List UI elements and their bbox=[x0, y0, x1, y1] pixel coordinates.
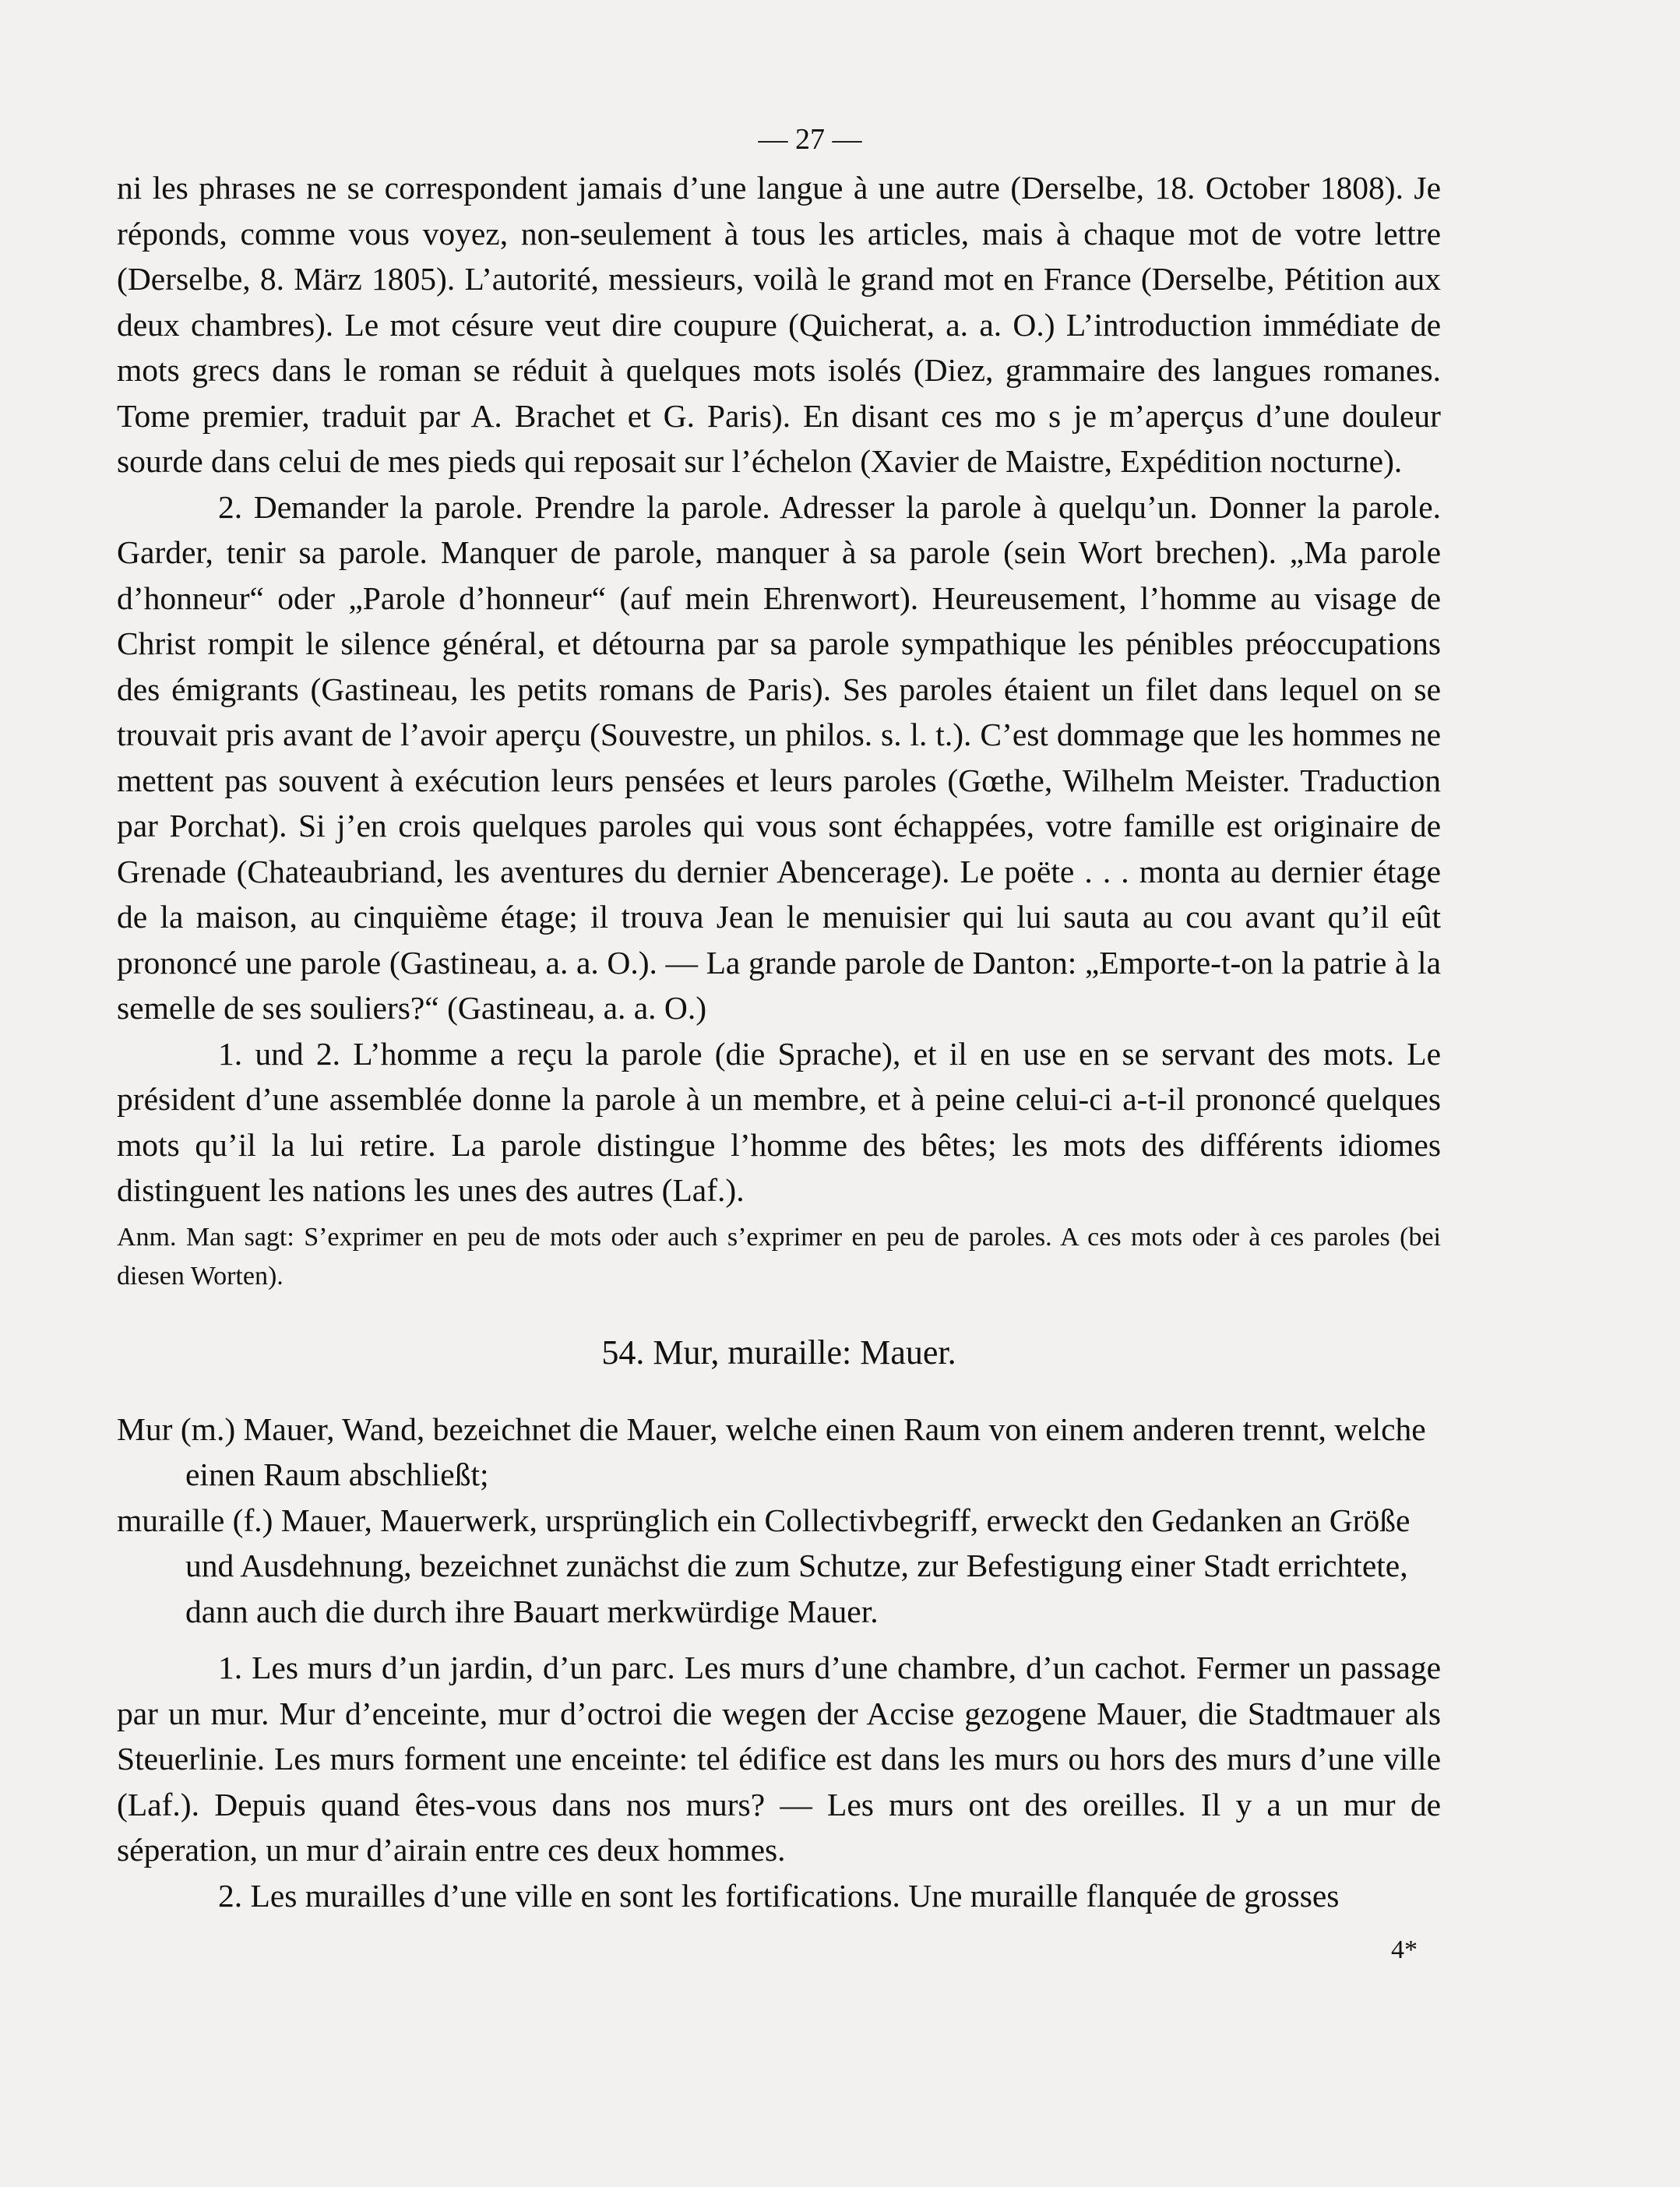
signature-mark: 4* bbox=[1391, 1935, 1418, 1964]
paragraph-parole-examples: 2. Demander la parole. Prendre la parole. Adresser la parole à quelqu’un. Donner la parole. Garder, tenir sa parole. Manquer de parole, manquer à sa parole (sein Wort brechen). „Ma parole d’honneur“ oder „Parole d’honneur“ (auf mein Ehrenwort). Heureusement, l’homme au visage de Christ rompit le silence général, et détourna par sa parole sympathique les pénibles préoccupations des émigrants (Gastineau, les petits romans de Paris). Ses paroles étaient un filet dans lequel on se trouvait pris avant de l’avoir aperçu (Souvestre, un philos. s. l. t.). C’est dommage que les hommes ne mettent pas souvent à exécution leurs pensées et leurs paroles (Gœthe, Wilhelm Meister. Traduction par Porchat). Si j’en crois quelques paroles qui vous sont échappées, votre famille est originaire de Grenade (Chateaubriand, les aventures du dernier Abencerage). Le poëte . . . monta au dernier étage de la maison, au cinquième étage; il trouva Jean le menuisier qui lui sauta au cou avant qu’il eût prononcé une parole (Gastineau, a. a. O.). — La grande parole de Danton: „Emporte-t-on la patrie à la semelle de ses souliers?“ (Gastineau, a. a. O.) bbox=[117, 488, 1441, 1026]
paragraph-comparison: 1. und 2. L’homme a reçu la parole (die Sprache), et il en use en se servant des mots. Le président d’une assemblée donne la parole à un membre, et à peine celui-ci a-t-il prononcé quelques mots qu’il la lui retire. La parole distingue l’homme des bêtes; les mots des différents idiomes distinguent les nations les unes des autres (Laf.). bbox=[117, 1035, 1441, 1208]
page-footer bbox=[117, 1918, 1441, 1965]
note-anmerkung: Anm. Man sagt: S’exprimer en peu de mots oder auch s’exprimer en peu de paroles. A ces mots oder à ces paroles (bei diesen Worten). bbox=[117, 1222, 1441, 1291]
paragraph-mur-examples: 1. Les murs d’un jardin, d’un parc. Les murs d’une chambre, d’un cachot. Fermer un passage par un mur. Mur d’enceinte, mur d’octroi die wegen der Accise gezogene Mauer, die Stadtmauer als Steuerlinie. Les murs forment une enceinte: tel édifice est dans les murs ou hors des murs d’une ville (Laf.). Depuis quand êtes-vous dans nos murs? — Les murs ont des oreilles. Il y a un mur de séperation, un mur d’airain entre ces deux hommes. bbox=[117, 1650, 1441, 1868]
section-heading: 54. Mur, muraille: Mauer. bbox=[601, 1333, 956, 1372]
paragraph-mot-examples: ni les phrases ne se correspondent jamais d’une langue à une autre (Derselbe, 18. October 1808). Je réponds, comme vous voyez, non-seulement à tous les articles, mais à chaque mot de votre lettre (Derselbe, 8. März 1805). L’autorité, messieurs, voilà le grand mot en France (Derselbe, Pétition aux deux chambres). Le mot césure veut dire coupure (Quicherat, a. a. O.) L’introduction immédiate de mots grecs dans le roman se réduit à quelques mots isolés (Diez, grammaire des langues romanes. Tome premier, traduit par A. Brachet et G. Paris). En disant ces mo s je m’aperçus d’une douleur sourde dans celui de mes pieds qui reposait sur l’échelon (Xavier de Maistre, Expédition nocturne). bbox=[117, 170, 1441, 479]
page-number: — 27 — bbox=[758, 123, 862, 156]
page-body bbox=[117, 117, 1441, 1965]
paragraph-muraille-examples: 2. Les murailles d’une ville en sont les fortifications. Une muraille flanquée de grosses bbox=[218, 1877, 1340, 1914]
definition-muraille: muraille (f.) Mauer, Mauerwerk, ursprünglich ein Collectivbegriff, erweckt den Gedanken an Größe und Ausdehnung, bezeichnet zunächst die zum Schutze, zur Befestigung einer Stadt errichtete, dann auch die durch ihre Bauart merkwürdige Mauer. bbox=[117, 1502, 1411, 1629]
definition-mur: Mur (m.) Mauer, Wand, bezeichnet die Mauer, welche einen Raum von einem anderen trennt, welche einen Raum abschließt; bbox=[117, 1410, 1426, 1492]
